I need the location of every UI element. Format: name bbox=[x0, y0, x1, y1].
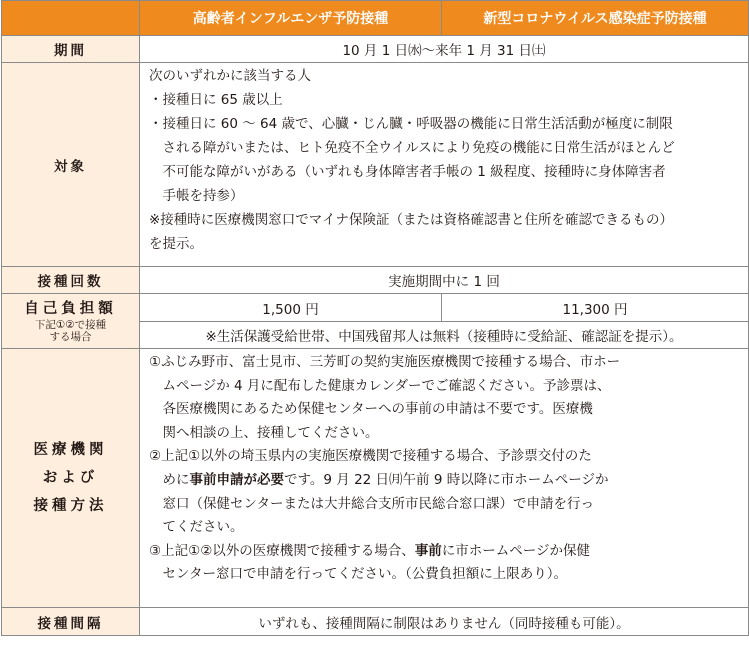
method-emphasis: 事前申請が必要 bbox=[189, 471, 284, 488]
target-line: される障がいまたは、ヒト免疫不全ウイルスにより免疫の機能に日常生活がほとんど bbox=[162, 140, 675, 156]
method-emphasis: 事前 bbox=[414, 542, 442, 559]
method-text: に市ホームページか保健 bbox=[441, 542, 591, 559]
method-line: ①ふじみ野市、富士見市、三芳町の契約実施医療機関で接種する場合、市ホー bbox=[149, 354, 621, 370]
method-content bbox=[140, 349, 749, 608]
method-line bbox=[149, 469, 738, 493]
target-line: ・接種日に 65 歳以上 bbox=[149, 92, 283, 108]
method-line: ②上記①以外の埼玉県内の実施医療機関で接種する場合、予診票交付のた bbox=[149, 448, 592, 465]
method-line: 窓口（保健センターまたは大井総合支所市民総合窓口課）で申請を行っ bbox=[162, 495, 594, 512]
target-label: 対象 bbox=[2, 63, 140, 267]
method-line: 関へ相談の上、接種してください。 bbox=[162, 424, 379, 441]
cost-note: ※生活保護受給世帯、中国残留邦人は無料（接種時に受給証、確認証を提示）。 bbox=[140, 322, 749, 349]
count-label: 接種回数 bbox=[2, 267, 140, 294]
method-line: 各医療機関にあるため保健センターへの事前の申請は不要です。医療機 bbox=[162, 401, 593, 418]
target-line: 手帳を持参） bbox=[162, 188, 244, 204]
target-content bbox=[140, 63, 749, 267]
target-line: ※接種時に医療機関窓口でマイナ保険証（または資格確認書と住所を確認できるもの） bbox=[149, 212, 674, 228]
method-line: てください。 bbox=[162, 519, 244, 536]
cost-row bbox=[2, 294, 749, 322]
cost-sub-label: する場合 bbox=[49, 331, 92, 343]
header-covid: 新型コロナウイルス感染症予防接種 bbox=[442, 1, 749, 36]
target-line: 不可能な障がいがある（いずれも身体障害者手帳の 1 級程度、接種時に身体障害者 bbox=[162, 164, 666, 180]
period-row bbox=[2, 36, 749, 63]
vaccination-info-table bbox=[1, 0, 749, 636]
interval-value: いずれも、接種間隔に制限はありません（同時接種も可能）。 bbox=[140, 608, 749, 636]
method-row bbox=[2, 349, 749, 608]
interval-label: 接種間隔 bbox=[2, 608, 140, 636]
cost-influenza: 1,500 円 bbox=[140, 294, 442, 322]
cost-label: 自己負担額 bbox=[24, 301, 117, 317]
method-text: ③上記①②以外の医療機関で接種する場合、 bbox=[149, 542, 415, 559]
period-label: 期間 bbox=[2, 36, 140, 63]
method-text: めに bbox=[162, 471, 190, 488]
method-text: です。9 月 22 日㈪午前 9 時以降に市ホームページか bbox=[284, 471, 609, 488]
method-line bbox=[149, 540, 738, 564]
method-line: センター窓口で申請を行ってください。（公費負担額に上限あり）。 bbox=[162, 566, 567, 583]
count-value: 実施期間中に 1 回 bbox=[140, 267, 749, 294]
period-value: 10 月 1 日㈬〜来年 1 月 31 日㈯ bbox=[140, 36, 749, 63]
target-line: 次のいずれかに該当する人 bbox=[149, 68, 311, 84]
header-corner bbox=[2, 1, 140, 36]
count-row bbox=[2, 267, 749, 294]
method-label-cell bbox=[2, 349, 140, 608]
target-row bbox=[2, 63, 749, 267]
target-line: を提示。 bbox=[149, 236, 203, 252]
interval-row bbox=[2, 608, 749, 636]
cost-label-cell bbox=[2, 294, 140, 349]
cost-sub-label: 下記①②で接種 bbox=[34, 319, 107, 331]
method-line: ムページか 4 月に配布した健康カレンダーでご確認ください。予診票は、 bbox=[162, 377, 611, 394]
method-label: 医療機関 bbox=[33, 442, 108, 458]
target-line: ・接種日に 60 〜 64 歳で、心臓・じん臓・呼吸器の機能に日常生活活動が極度に制限 bbox=[149, 116, 673, 132]
header-influenza: 高齢者インフルエンザ予防接種 bbox=[140, 1, 442, 36]
method-label: 接種方法 bbox=[33, 498, 108, 514]
method-label: および bbox=[42, 470, 99, 486]
cost-covid: 11,300 円 bbox=[442, 294, 749, 322]
header-row bbox=[2, 1, 749, 36]
